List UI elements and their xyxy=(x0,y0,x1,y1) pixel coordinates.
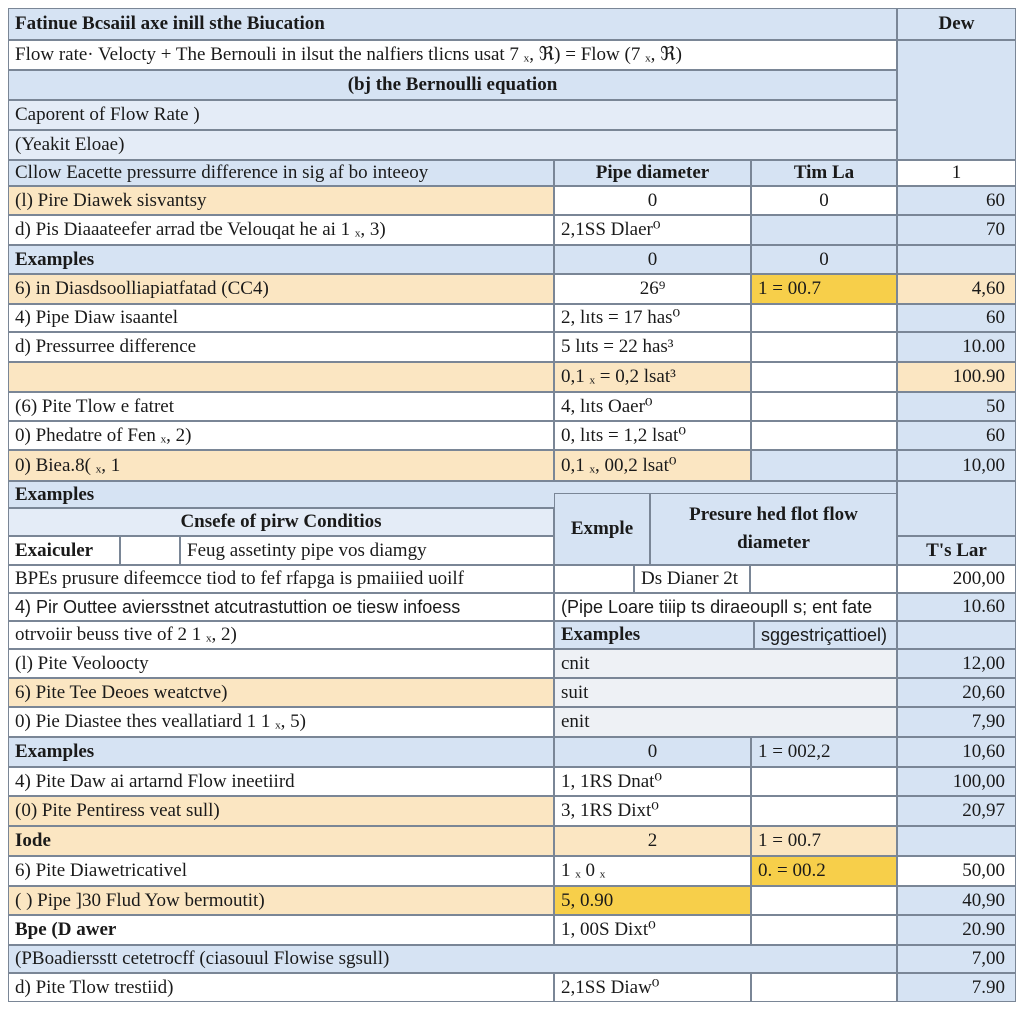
table-cell[interactable]: 0,1 ₓ = 0,2 lsat³ xyxy=(554,362,751,392)
empty-cell[interactable] xyxy=(120,536,180,565)
table-cell[interactable]: (bj the Bernoulli equation xyxy=(8,70,897,100)
table-cell[interactable]: 10.60 xyxy=(897,593,1016,621)
table-cell[interactable]: 2,1SS Dlaer⁰ xyxy=(554,215,751,245)
table-cell[interactable]: Pipe diameter xyxy=(554,160,751,186)
empty-cell[interactable] xyxy=(751,450,897,481)
table-cell[interactable]: Feug assetinty pipe vos diamgy xyxy=(180,536,554,565)
table-cell[interactable]: 20,97 xyxy=(897,796,1016,826)
empty-cell[interactable] xyxy=(8,362,554,392)
empty-cell[interactable] xyxy=(897,481,1016,536)
table-cell[interactable]: Examples xyxy=(8,737,554,767)
table-cell[interactable]: 0, lıts = 1,2 lsat⁰ xyxy=(554,421,751,450)
empty-cell[interactable] xyxy=(751,215,897,245)
empty-cell[interactable] xyxy=(897,621,1016,649)
table-cell[interactable]: 0 xyxy=(751,186,897,215)
table-cell[interactable]: 100.90 xyxy=(897,362,1016,392)
table-cell[interactable]: 100,00 xyxy=(897,767,1016,796)
empty-cell[interactable] xyxy=(897,40,1016,160)
table-cell[interactable]: 60 xyxy=(897,421,1016,450)
table-cell[interactable]: 4) Pir Outtee aviersstnet atcutrastuttion oe tiesw infoess xyxy=(8,593,554,621)
empty-cell[interactable] xyxy=(751,362,897,392)
table-cell[interactable]: 6) in Diasdsoolliapiatfatad (CC4) xyxy=(8,274,554,304)
table-cell[interactable]: 50 xyxy=(897,392,1016,421)
table-cell[interactable]: 12,00 xyxy=(897,649,1016,678)
empty-cell[interactable] xyxy=(751,392,897,421)
table-cell[interactable]: 1, 1RS Dnat⁰ xyxy=(554,767,751,796)
table-cell[interactable]: 10,00 xyxy=(897,450,1016,481)
table-cell[interactable]: 7,90 xyxy=(897,707,1016,737)
table-cell[interactable]: BPEs prusure difeemcce tiod to fef rfapga is pmaiiied uoilf xyxy=(8,565,554,593)
table-cell[interactable]: 0) Phedatre of Fen ₓ, 2) xyxy=(8,421,554,450)
table-cell[interactable]: 3, 1RS Dixt⁰ xyxy=(554,796,751,826)
table-cell[interactable]: sggestriçattioel) xyxy=(754,621,897,649)
empty-cell[interactable] xyxy=(751,767,897,796)
table-cell[interactable]: 2, lıts = 17 has⁰ xyxy=(554,304,751,332)
table-cell[interactable]: 1 = 00.7 xyxy=(751,826,897,856)
table-cell[interactable]: 0) Pie Diastee thes veallatiard 1 1 ₓ, 5) xyxy=(8,707,554,737)
table-cell[interactable]: 20,60 xyxy=(897,678,1016,707)
table-cell[interactable]: 0 xyxy=(554,186,751,215)
table-cell[interactable]: (Yeakit Eloae) xyxy=(8,130,897,160)
table-cell[interactable]: 1 = 00.7 xyxy=(751,274,897,304)
table-cell[interactable]: d) Pis Diaaateefer arrad tbe Velouqat he ai 1 ₓ, 3) xyxy=(8,215,554,245)
table-cell[interactable]: 10.00 xyxy=(897,332,1016,362)
table-cell[interactable]: 10,60 xyxy=(897,737,1016,767)
table-cell[interactable]: 2,1SS Diaw⁰ xyxy=(554,973,751,1002)
table-cell[interactable]: Ds Dianer 2t xyxy=(634,565,750,593)
table-cell[interactable]: 0 xyxy=(554,245,751,274)
empty-cell[interactable] xyxy=(751,332,897,362)
table-cell[interactable]: 1 = 002,2 xyxy=(751,737,897,767)
empty-cell[interactable] xyxy=(751,304,897,332)
table-cell[interactable]: 0 xyxy=(554,737,751,767)
table-cell[interactable]: Dew xyxy=(897,8,1016,40)
table-cell[interactable]: Examples xyxy=(554,621,754,649)
table-cell[interactable]: Cllow Eacette pressurre difference in sig af bo inteeoy xyxy=(8,160,554,186)
table-cell[interactable]: 40,90 xyxy=(897,886,1016,915)
table-cell[interactable]: 4, lıts Oaer⁰ xyxy=(554,392,751,421)
table-cell[interactable]: T's Lar xyxy=(897,536,1016,565)
table-cell[interactable]: 0) Biea.8( ₓ, 1 xyxy=(8,450,554,481)
empty-cell[interactable] xyxy=(751,915,897,945)
table-cell[interactable]: 0,1 ₓ, 00,2 lsat⁰ xyxy=(554,450,751,481)
table-cell[interactable]: Bpe (D awer xyxy=(8,915,554,945)
table-cell[interactable]: (PBoadiersstt cetetrocff (ciasouul Flowise sgsull) xyxy=(8,945,897,973)
table-cell[interactable]: suit xyxy=(554,678,897,707)
table-cell[interactable]: 1 xyxy=(897,160,1016,186)
table-cell[interactable]: 1, 00S Dixt⁰ xyxy=(554,915,751,945)
empty-cell[interactable] xyxy=(751,886,897,915)
table-cell[interactable]: 70 xyxy=(897,215,1016,245)
table-cell[interactable]: 6) Pite Diawetricativel xyxy=(8,856,554,886)
table-cell[interactable]: 26⁹ xyxy=(554,274,751,304)
table-cell[interactable]: Examples xyxy=(8,245,554,274)
table-cell[interactable]: Iode xyxy=(8,826,554,856)
table-cell[interactable]: 60 xyxy=(897,304,1016,332)
table-cell[interactable]: (l) Pire Diawek sisvantsy xyxy=(8,186,554,215)
table-cell[interactable]: 5, 0.90 xyxy=(554,886,751,915)
table-cell[interactable]: Cnsefe of pirw Conditios xyxy=(8,508,554,536)
table-cell[interactable]: Caporent of Flow Rate ) xyxy=(8,100,897,130)
empty-cell[interactable] xyxy=(751,796,897,826)
table-cell[interactable]: 7,00 xyxy=(897,945,1016,973)
table-cell[interactable]: enit xyxy=(554,707,897,737)
table-cell[interactable]: 1 ₓ 0 ₓ xyxy=(554,856,751,886)
table-cell[interactable]: d) Pressurree difference xyxy=(8,332,554,362)
table-cell[interactable]: 60 xyxy=(897,186,1016,215)
table-cell[interactable]: Flow rate· Velocty + The Bernouli in ilsut the nalfiers tlicns usat 7 ₓ, ℜ) = Flow (7 ₓ, ℜ) xyxy=(8,40,897,70)
table-cell[interactable]: Exaiculer xyxy=(8,536,120,565)
table-cell[interactable]: Tim La xyxy=(751,160,897,186)
table-cell[interactable]: 2 xyxy=(554,826,751,856)
empty-cell[interactable] xyxy=(897,826,1016,856)
empty-cell[interactable] xyxy=(750,565,897,593)
table-cell[interactable]: 200,00 xyxy=(897,565,1016,593)
table-cell[interactable]: Presure hed flot flow diameter xyxy=(650,493,897,565)
table-cell[interactable]: 6) Pite Tee Deoes weatctve) xyxy=(8,678,554,707)
table-cell[interactable]: d) Pite Tlow trestiid) xyxy=(8,973,554,1002)
table-cell[interactable]: Examples xyxy=(8,481,897,508)
table-cell[interactable]: (6) Pite Tlow e fatret xyxy=(8,392,554,421)
table-cell[interactable]: 4) Pite Daw ai artarnd Flow ineetiird xyxy=(8,767,554,796)
table-cell[interactable]: (0) Pite Pentiress veat sull) xyxy=(8,796,554,826)
table-cell[interactable]: 4,60 xyxy=(897,274,1016,304)
table-cell[interactable]: ( ) Pipe ]30 Flud Yow bermoutit) xyxy=(8,886,554,915)
table-cell[interactable]: 20.90 xyxy=(897,915,1016,945)
table-cell[interactable]: otrvoiir beuss tive of 2 1 ₓ, 2) xyxy=(8,621,554,649)
table-cell[interactable]: Exmple xyxy=(554,493,650,565)
spreadsheet-table xyxy=(8,8,1016,1020)
table-cell[interactable]: 5 lıts = 22 has³ xyxy=(554,332,751,362)
table-cell[interactable]: 50,00 xyxy=(897,856,1016,886)
table-cell[interactable]: (l) Pite Veoloocty xyxy=(8,649,554,678)
table-cell[interactable]: (Pipe Loare tiiip ts diraeoupll s; ent fate xyxy=(554,593,897,621)
empty-cell[interactable] xyxy=(751,973,897,1002)
table-cell[interactable]: 0. = 00.2 xyxy=(751,856,897,886)
table-cell[interactable]: cnit xyxy=(554,649,897,678)
empty-cell[interactable] xyxy=(554,565,634,593)
empty-cell[interactable] xyxy=(897,245,1016,274)
table-cell[interactable]: 0 xyxy=(751,245,897,274)
empty-cell[interactable] xyxy=(751,421,897,450)
table-cell[interactable]: Fatinue Bcsaiil axe inill sthe Biucation xyxy=(8,8,897,40)
table-cell[interactable]: 7.90 xyxy=(897,973,1016,1002)
table-cell[interactable]: 4) Pipe Diaw isaantel xyxy=(8,304,554,332)
